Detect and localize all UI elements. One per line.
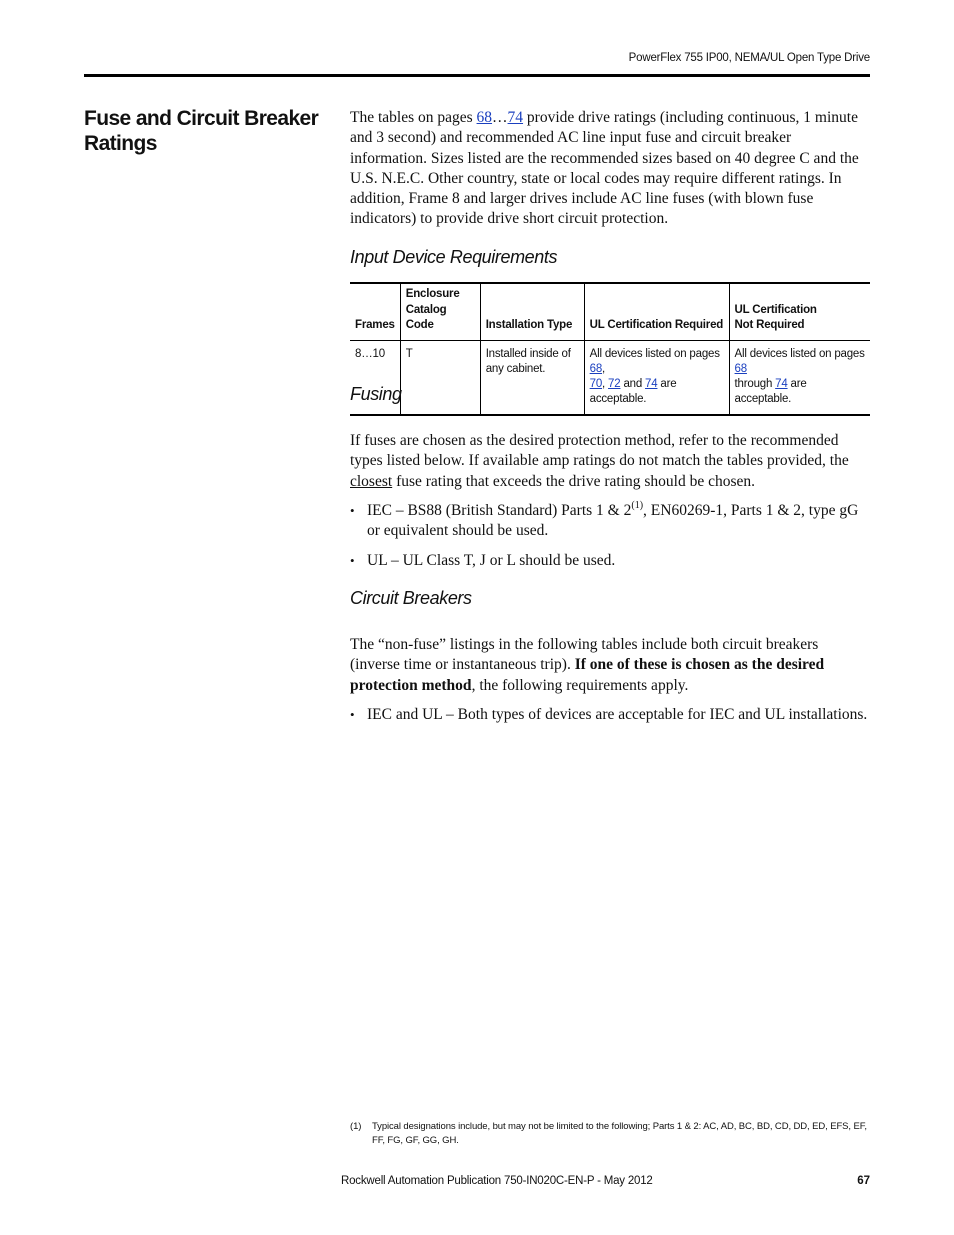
- intro-ellipsis: …: [492, 109, 508, 126]
- col-header-ul-required: UL Certification Required: [584, 283, 729, 340]
- cell-enclosure: T: [400, 340, 480, 415]
- col-header-enclosure: Enclosure Catalog Code: [400, 283, 480, 340]
- cell-frames: 8…10: [355, 347, 385, 360]
- footnote-ref[interactable]: (1): [631, 500, 644, 511]
- footnote-text: Typical designations include, but may not be limited to the following; Parts 1 & 2: AC, AD, BC, BD, CD, DD, ED, EFS, EF, FF, FG, GF, GG, GH.: [372, 1121, 867, 1146]
- circuit-breakers-paragraph: The “non-fuse” listings in the following tables include both circuit breakers (inverse time or instantaneous trip). If one of these is chosen as the desired protection method, the following requirements apply.: [350, 636, 825, 694]
- input-device-heading: Input Device Requirements: [350, 247, 558, 267]
- page-number: 67: [857, 1175, 870, 1187]
- page-link-68[interactable]: 68: [734, 362, 747, 375]
- list-item-ul: • UL – UL Class T, J or L should be used.: [350, 551, 872, 571]
- cell-ul-required: All devices listed on pages 68, 70, 72 and 74 are acceptable.: [584, 340, 729, 415]
- fusing-paragraph: If fuses are chosen as the desired protection method, refer to the recommended types listed below. If available amp ratings do not match the tables provided, the closest fuse rating that exceeds the drive rating should be chosen.: [350, 432, 849, 490]
- fusing-bullet-list: [350, 501, 872, 580]
- fusing-heading: Fusing: [350, 384, 402, 404]
- list-item-iec: • IEC – BS88 (British Standard) Parts 1 & 2$^{(1)}$, EN60269-1, Parts 1 & 2, type gG or equivalent should be used.: [350, 501, 872, 542]
- intro-paragraph: [350, 108, 872, 230]
- circuit-breakers-heading: Circuit Breakers: [350, 588, 472, 608]
- list-item-iec-ul: • IEC and UL – Both types of devices are acceptable for IEC and UL installations.: [350, 705, 872, 725]
- input-device-table: [350, 282, 870, 416]
- col-header-installation: Installation Type: [480, 283, 584, 340]
- cell-ul-not-required: All devices listed on pages 68 through 74 are acceptable.: [729, 340, 870, 415]
- col-header-ul-not-required: UL Certification Not Required: [729, 283, 870, 340]
- col-header-frames: Frames: [355, 319, 395, 331]
- intro-text-before: The tables on pages: [350, 109, 477, 126]
- page-link-68[interactable]: 68: [589, 362, 603, 375]
- page-link-72[interactable]: 72: [608, 377, 621, 390]
- page-link-74[interactable]: 74: [507, 109, 524, 126]
- circuit-breakers-bullet-list: [350, 705, 872, 734]
- footnote-mark: (1): [350, 1121, 362, 1132]
- bold-emphasis: If one of these is chosen as the desired protection method: [350, 656, 825, 694]
- page-link-74[interactable]: 74: [775, 377, 788, 390]
- closest-emphasis: closest: [350, 472, 393, 490]
- table-header-row: [350, 283, 870, 340]
- section-title: Fuse and Circuit Breaker Ratings: [84, 107, 319, 155]
- footer-publication: Rockwell Automation Publication 750-IN020C-EN-P - May 2012: [341, 1175, 653, 1187]
- page-link-68[interactable]: 68: [476, 109, 493, 126]
- footnote: [350, 1120, 870, 1148]
- header-rule: [84, 74, 870, 77]
- cell-installation: Installed inside of any cabinet.: [480, 340, 584, 415]
- page-link-74[interactable]: 74: [645, 377, 658, 390]
- table-row: [350, 340, 870, 415]
- intro-text-after: provide drive ratings (including continuous, 1 minute and 3 second) and recommended AC line input fuse and circuit breaker information. Sizes listed are the recommended sizes based on 40 degree C and the U.S. N.E.C. Other country, state or local codes may require different ratings. In addition, Frame 8 and larger drives include AC line fuses (with blown fuse indicators) to provide drive short circuit protection.: [350, 109, 859, 228]
- page-link-70[interactable]: 70: [589, 377, 603, 390]
- running-header: PowerFlex 755 IP00, NEMA/UL Open Type Drive: [628, 52, 870, 64]
